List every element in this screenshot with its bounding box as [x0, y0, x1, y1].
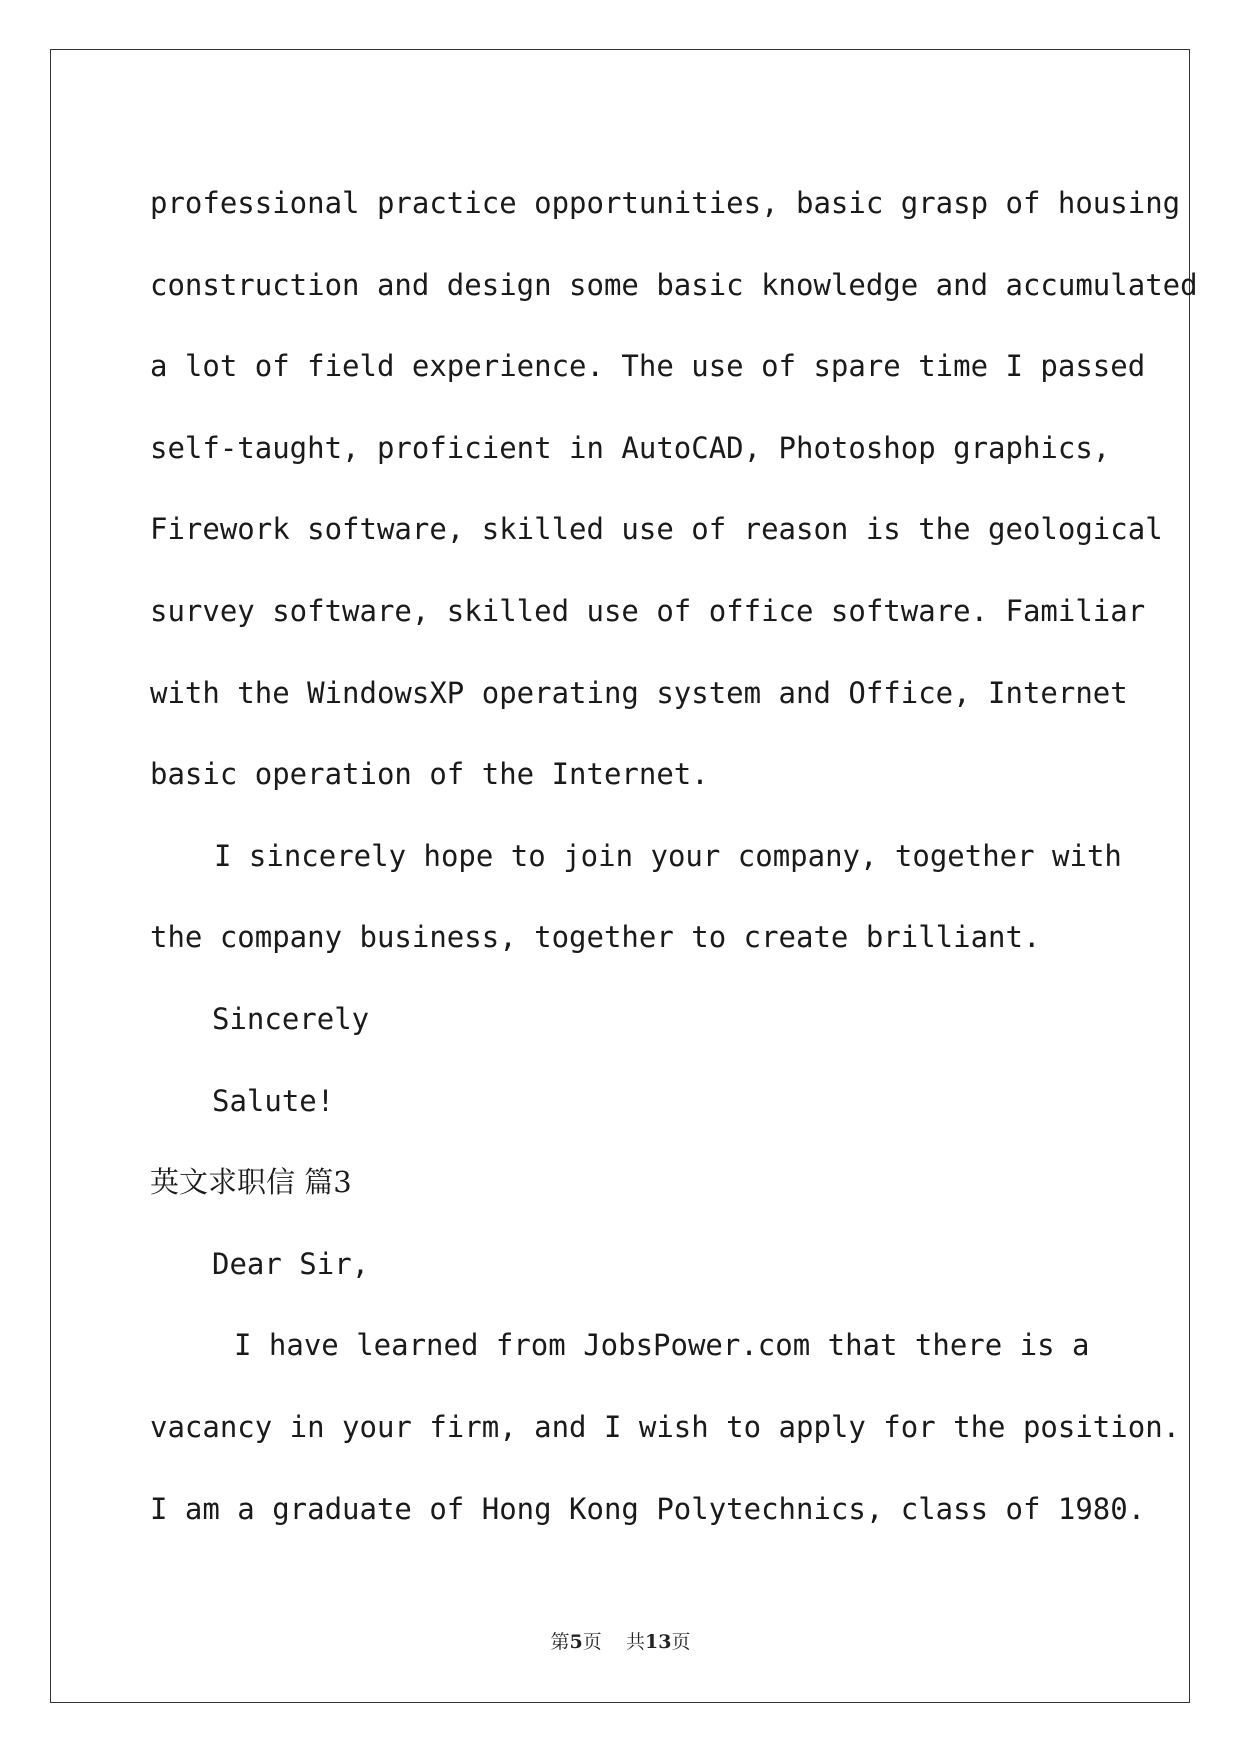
- body-line: survey software, skilled use of office software. Familiar: [150, 593, 1146, 628]
- paragraph-line: I am a graduate of Hong Kong Polytechnics, class of 1980.: [150, 1491, 1146, 1526]
- body-line: basic operation of the Internet.: [150, 757, 709, 792]
- body-line: Firework software, skilled use of reason is the geological: [150, 512, 1163, 547]
- closing-sincerely: Sincerely: [212, 1001, 370, 1036]
- paragraph-line: I sincerely hope to join your company, together with: [214, 838, 1122, 873]
- body-line: construction and design some basic knowledge and accumulated: [150, 267, 1198, 302]
- body-line: with the WindowsXP operating system and Office, Internet: [150, 675, 1128, 710]
- salutation: Dear Sir,: [212, 1246, 370, 1281]
- footer-total-label: 页: [671, 1631, 691, 1653]
- footer-total-number: 13: [644, 1631, 672, 1653]
- page-footer: [0, 1627, 1241, 1654]
- footer-prefix: 第: [550, 1631, 570, 1653]
- body-line: self-taught, proficient in AutoCAD, Photoshop graphics,: [150, 430, 1111, 465]
- paragraph-line: vacancy in your firm, and I wish to apply for the position.: [150, 1409, 1181, 1444]
- body-line: professional practice opportunities, basic grasp of housing: [150, 186, 1181, 220]
- body-line: a lot of field experience. The use of spare time I passed: [150, 349, 1146, 384]
- paragraph-line: the company business, together to create brilliant.: [150, 920, 1041, 955]
- document-body: [150, 163, 1198, 1550]
- footer-page-number: 5: [569, 1631, 583, 1653]
- paragraph-line: I have learned from JobsPower.com that there is a: [234, 1328, 1090, 1363]
- footer-page-label: 页: [582, 1631, 602, 1653]
- section-heading: 英文求职信 篇3: [150, 1165, 352, 1200]
- closing-salute: Salute!: [212, 1083, 335, 1118]
- footer-total-prefix: 共: [625, 1631, 645, 1653]
